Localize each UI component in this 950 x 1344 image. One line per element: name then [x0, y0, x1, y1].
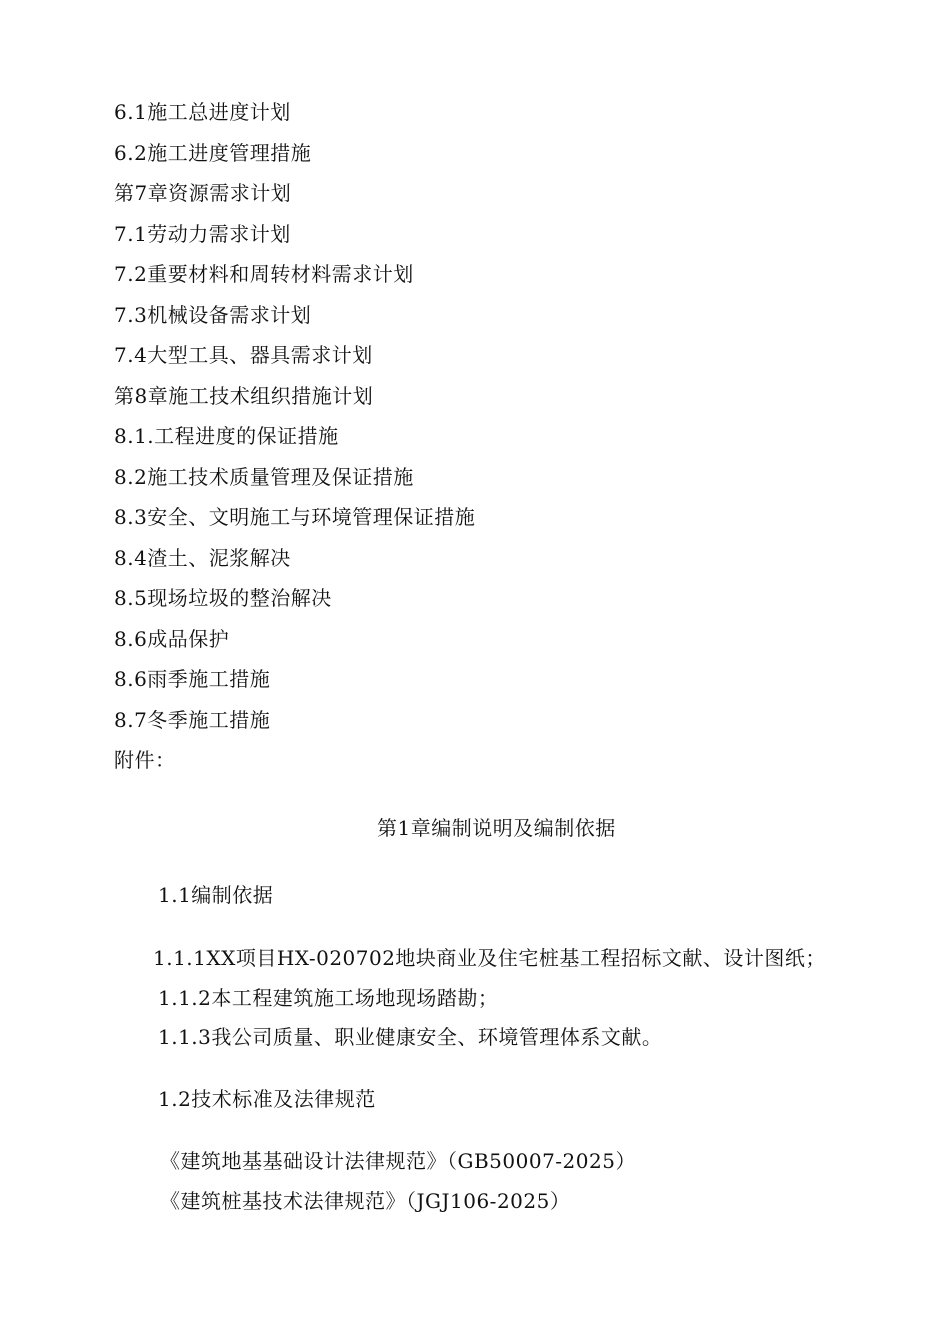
section-title: 1.1编制依据 — [158, 883, 274, 907]
section-title: 1.2技术标准及法律规范 — [158, 1087, 376, 1111]
toc-entry: 6.1施工总进度计划 — [114, 100, 291, 124]
standard-reference: 《建筑地基基础设计法律规范》（GB50007-2025） — [160, 1149, 636, 1173]
toc-entry: 8.6雨季施工措施 — [114, 667, 271, 691]
toc-entry: 8.7冬季施工措施 — [114, 708, 271, 732]
toc-entry: 8.4渣土、泥浆解决 — [114, 546, 291, 570]
toc-entry: 7.2重要材料和周转材料需求计划 — [114, 262, 414, 286]
chapter-title: 第1章编制说明及编制依据 — [377, 816, 616, 840]
toc-entry: 8.2施工技术质量管理及保证措施 — [114, 465, 414, 489]
toc-entry: 7.3机械设备需求计划 — [114, 303, 312, 327]
toc-entry: 7.4大型工具、器具需求计划 — [114, 343, 373, 367]
toc-entry: 8.6成品保护 — [114, 627, 230, 651]
basis-item: 1.1.2本工程建筑施工场地现场踏勘； — [158, 986, 499, 1010]
toc-entry: 8.3安全、文明施工与环境管理保证措施 — [114, 505, 476, 529]
basis-item: 1.1.1XX项目HX-020702地块商业及住宅桩基工程招标文献、设计图纸； — [153, 946, 826, 970]
toc-entry: 第8章施工技术组织措施计划 — [114, 384, 374, 408]
toc-entry: 8.1.工程进度的保证措施 — [114, 424, 339, 448]
toc-entry: 第7章资源需求计划 — [114, 181, 292, 205]
toc-entry: 7.1劳动力需求计划 — [114, 222, 291, 246]
toc-entry: 8.5现场垃圾的整治解决 — [114, 586, 332, 610]
toc-entry: 6.2施工进度管理措施 — [114, 141, 312, 165]
toc-entry: 附件： — [114, 748, 176, 772]
standard-reference: 《建筑桩基技术法律规范》（JGJ106-2025） — [160, 1189, 571, 1213]
basis-item: 1.1.3我公司质量、职业健康安全、环境管理体系文献。 — [158, 1025, 663, 1049]
